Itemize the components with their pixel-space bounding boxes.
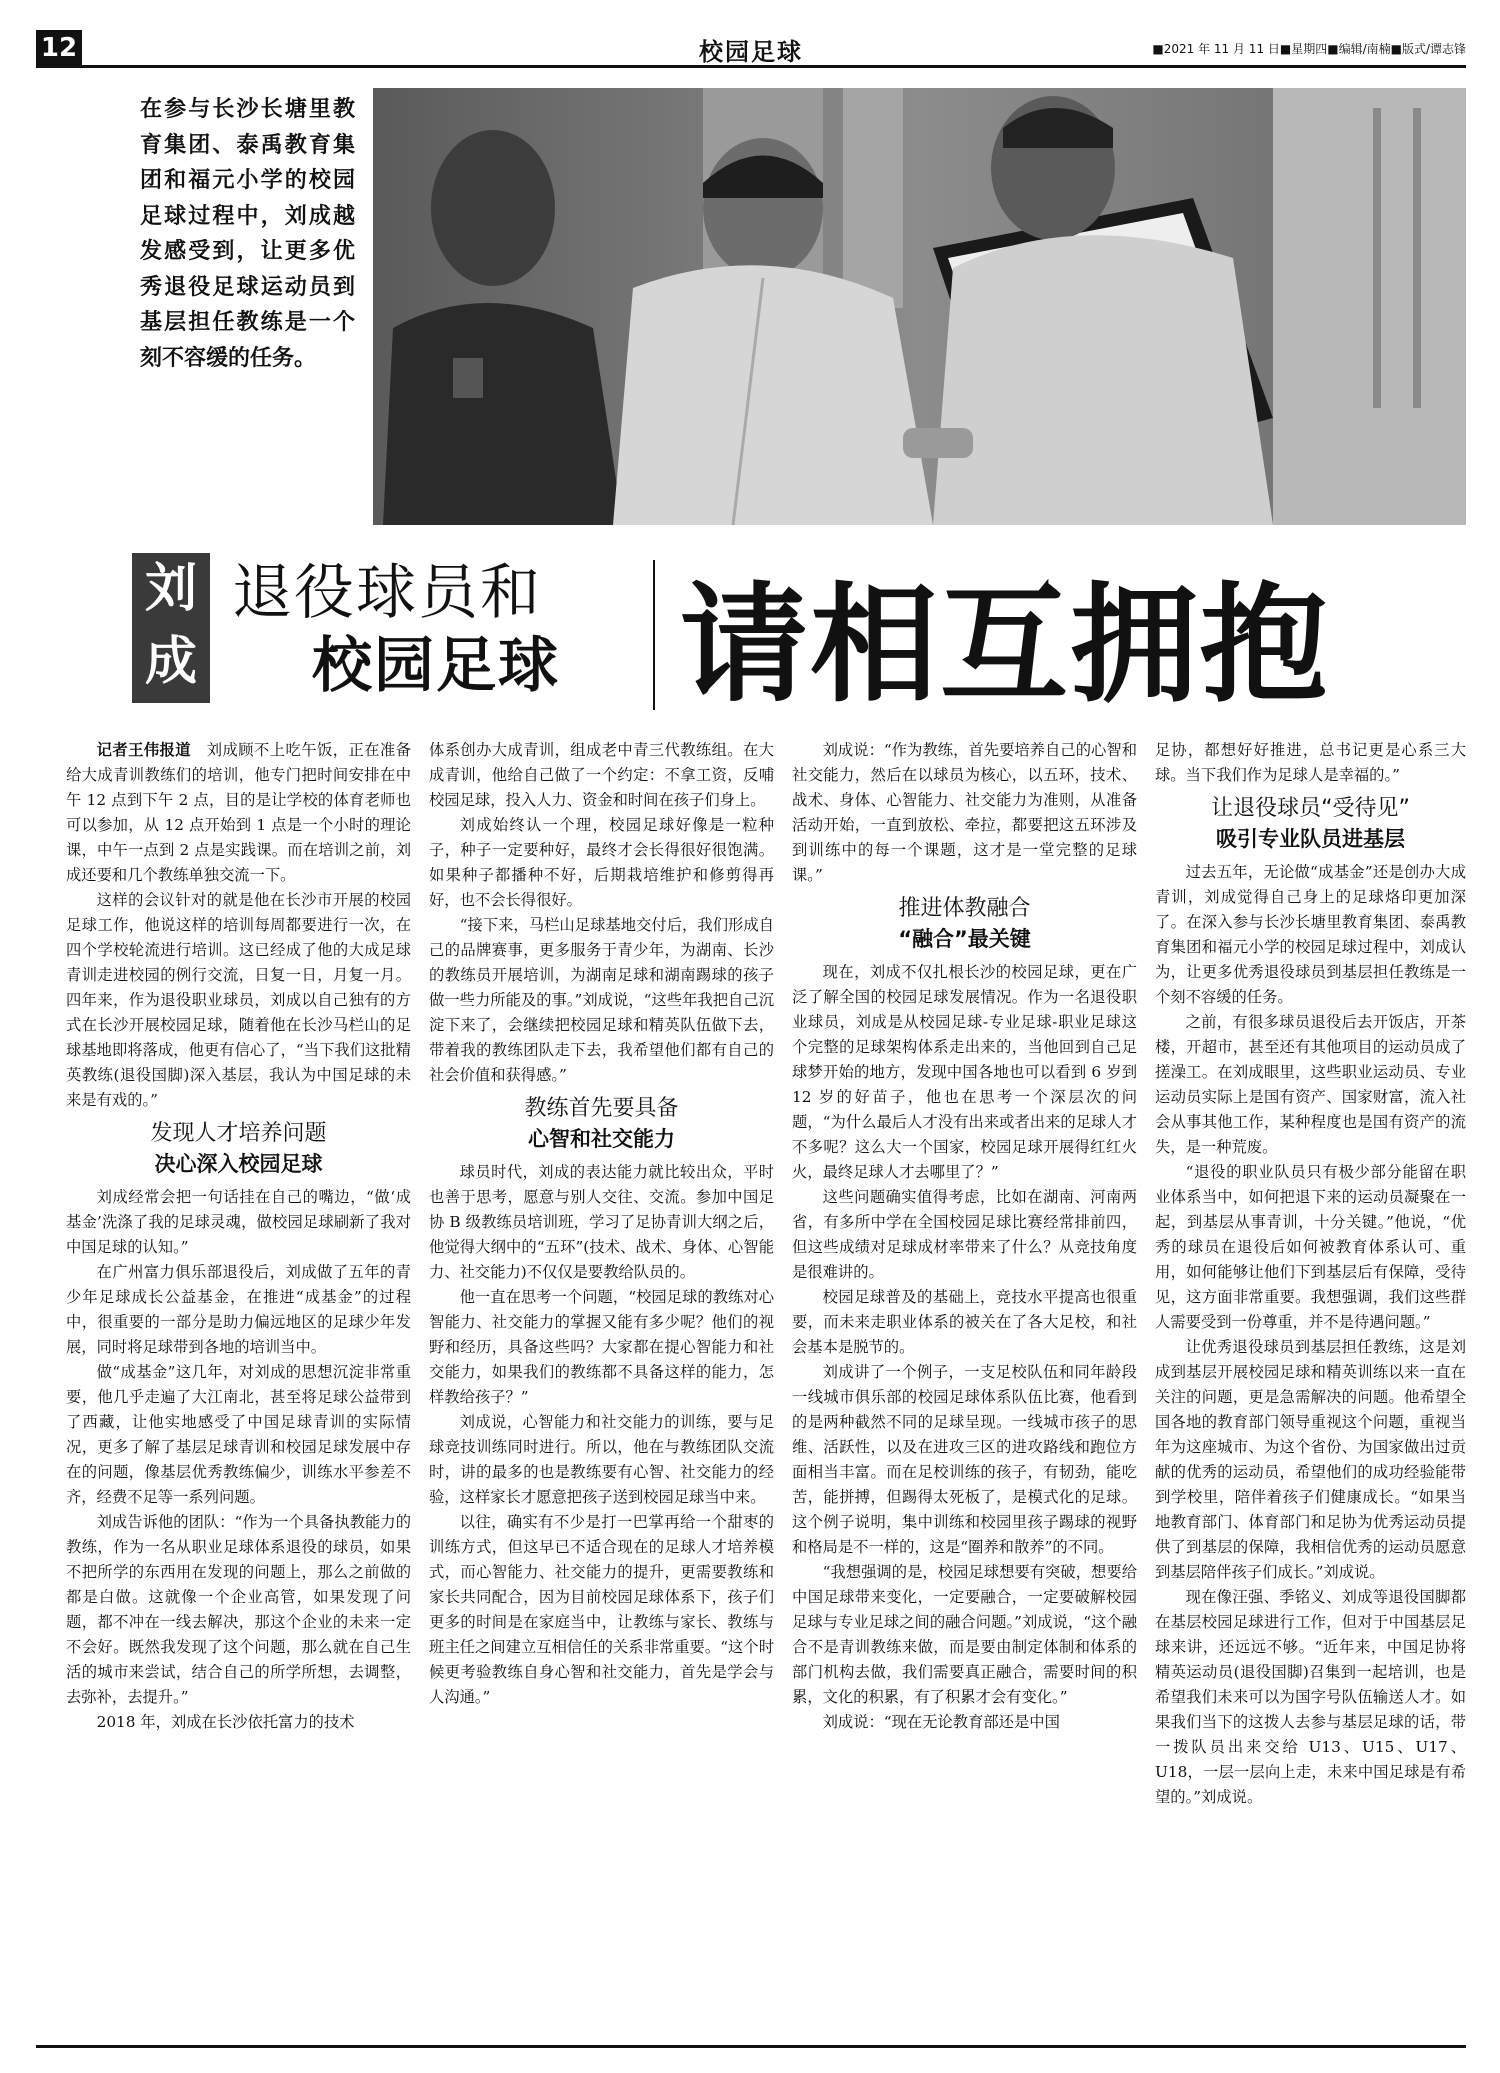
column-4 [1155, 738, 1466, 2043]
paragraph: 让优秀退役球员到基层担任教练，这是刘成到基层开展校园足球和精英训练以来一直在关注的问题，更是急需解决的问题。他希望全国各地的教育部门领导重视这个问题，重视当年为这座城市、为这个省份、为国家做出过贡献的优秀的运动员，希望他们的成功经验能带到学校里，陪伴着孩子们健康成长。“如果当地教育部门、体育部门和足协为优秀运动员提供了到基层的保障，我相信优秀的运动员愿意到基层陪伴孩子们成长。”刘成说。 [1155, 1338, 1466, 1581]
paragraph: 刘成说：“现在无论教育部还是中国 [822, 1713, 1060, 1731]
byline: 记者王伟报道 [96, 741, 192, 759]
intro-text: 在参与长沙长塘里教育集团、泰禹教育集团和福元小学的校园足球过程中，刘成越发感受到，让更多优秀退役足球运动员到基层担任教练是一个刻不容缓的任务。 [140, 97, 355, 371]
issue-meta: ■2021 年 11 月 11 日■星期四■编辑/南楠■版式/谭志锋 [1152, 42, 1466, 56]
paragraph: 以往，确实有不少是打一巴掌再给一个甜枣的训练方式，但这早已不适合现在的足球人才培养模式，而心智能力、社交能力的提升，更需要教练和家长共同配合，因为目前校园足球体系下，孩子们更多的时间是在家庭当中，让教练与家长、教练与班主任之间建立互相信任的关系非常重要。“这个时候更考验教练自身心智和社交能力，首先是学会与人沟通。” [429, 1513, 774, 1706]
paragraph: “接下来，马栏山足球基地交付后，我们形成自己的品牌赛事，更多服务于青少年，为湖南、长沙的教练员开展培训，为湖南足球和湖南踢球的孩子做一些力所能及的事。”刘成说，“这些年我把自己沉淀下来了，会继续把校园足球和精英队伍做下去，带着我的教练团队走下去，我希望他们都有自己的社会价值和获得感。” [429, 916, 774, 1084]
subheading-bold: 吸引专业队员进基层 [1216, 827, 1405, 851]
paragraph-text: 刘成顾不上吃午饭，正在准备给大成青训教练们的培训，他专门把时间安排在中午 12 点到下午 2 点，目的是让学校的体育老师也可以参加，从 12 点开始到 1 点是一个小时的理论课，中午一点到 2 点是实践课。而在培训之前，刘成还要和几个教练单独交流一下。 [66, 741, 411, 884]
column-1 [66, 738, 411, 2043]
column-2 [429, 738, 774, 2043]
paragraph: 刘成始终认一个理，校园足球好像是一粒种子，种子一定要种好，最终才会长得很好很饱满。如果种子都播种不好，后期栽培维护和修剪得再好，也不会长得很好。 [429, 816, 774, 909]
subheading: 推进体教融合 [898, 896, 1031, 921]
subheading-bold: “融合”最关键 [898, 927, 1031, 951]
paragraph: 在广州富力俱乐部退役后，刘成做了五年的青少年足球成长公益基金，在推进“成基金”的过程中，很重要的一部分是助力偏远地区的足球少年发展，同时将足球带到各地的培训当中。 [66, 1263, 411, 1356]
subheading-bold: 心智和社交能力 [528, 1127, 675, 1151]
paragraph: 现在，刘成不仅扎根长沙的校园足球，更在广泛了解全国的校园足球发展情况。作为一名退役职业球员，刘成是从校园足球-专业足球-职业足球这个完整的足球架构体系走出来的，当他回到自己足球梦开始的地方，发现中国各地也可以看到 6 岁到 12 岁的好苗子，他也在思考一个深层次的问题，“为什么最后人才没有出来或者出来的足球人才不多呢？这么大一个国家，校园足球开展得红红火火，最终足球人才去哪里了？” [792, 963, 1137, 1181]
subheading: 让退役球员“受待见” [1211, 796, 1410, 821]
article-body [36, 738, 1466, 2043]
headline-kicker-line1: 退役球员和 [232, 558, 542, 628]
paragraph: 2018 年，刘成在长沙依托富力的技术 [96, 1713, 355, 1731]
headline-divider [653, 560, 655, 710]
column-3 [792, 738, 1137, 2043]
paragraph: 刘成说：“作为教练，首先要培养自己的心智和社交能力，然后在以球员为核心，以五环，技术、战术、身体、心智能力、社交能力为准则，从准备活动开始，一直到放松、牵拉，都要把这五环涉及到训练中的每一个课题，这才是一堂完整的足球课。” [792, 741, 1137, 884]
paragraph: 现在像汪强、季铭义、刘成等退役国脚都在基层校园足球进行工作，但对于中国基层足球来讲，还远远不够。“近年来，中国足协将精英运动员(退役国脚)召集到一起培训，也是希望我们未来可以为国字号队伍输送人才。如果我们当下的这拨人去参与基层足球的话，带一拨队员出来交给 U13、U15、U17、U18，一层一层向上走，未来中国足球是有希望的。”刘成说。 [1155, 1588, 1466, 1806]
paragraph: 做“成基金”这几年，对刘成的思想沉淀非常重要，他几乎走遍了大江南北，甚至将足球公益带到了西藏，让他实地感受了中国足球青训的实际情况，更多了解了基层足球青训和校园足球发展中存在的问题，像基层优秀教练偏少，训练水平参差不齐，经费不足等一系列问题。 [66, 1363, 411, 1506]
paragraph: 体系创办大成青训，组成老中青三代教练组。在大成青训，他给自己做了一个约定：不拿工资，反哺校园足球，投入人力、资金和时间在孩子们身上。 [429, 741, 774, 809]
paragraph: “我想强调的是，校园足球想要有突破，想要给中国足球带来变化，一定要融合，一定要破解校园足球与专业足球之间的融合问题。”刘成说，“这个融合不是青训教练来做，而是要由制定体制和体系的部门机构去做，我们需要真正融合，需要时间的积累，文化的积累，有了积累才会有变化。” [792, 1563, 1137, 1706]
paragraph [66, 738, 411, 888]
paragraph: 这样的会议针对的就是他在长沙市开展的校园足球工作，他说这样的培训每周都要进行一次，在四个学校轮流进行培训。这已经成了他的大成足球青训走进校园的例行交流，日复一日，月复一月。四年来，作为退役职业球员，刘成以自己独有的方式在长沙开展校园足球，随着他在长沙马栏山的足球基地即将落成，他更有信心了，“当下我们这批精英教练(退役国脚)深入基层，我认为中国足球的未来是有戏的。” [66, 891, 411, 1109]
bottom-rule [36, 2045, 1466, 2048]
paragraph: 这些问题确实值得考虑，比如在湖南、河南两省，有多所中学在全国校园足球比赛经常排前四，但这些成绩对足球成材率带来了什么？从竞技角度是很难讲的。 [792, 1188, 1137, 1281]
article-photo [373, 88, 1466, 525]
paragraph: 刘成告诉他的团队：“作为一个具备执教能力的教练，作为一名从职业足球体系退役的球员，如果不把所学的东西用在发现的问题上，那么之前做的都是白做。这就像一个企业高管，如果发现了问题，都不冲在一线去解决，那这个企业的未来一定不会好。既然我发现了这个问题，那么就在自己生活的城市来尝试，结合自己的所学所想，去调整，去弥补，去提升。” [66, 1513, 411, 1706]
subheading: 发现人才培养问题 [150, 1121, 327, 1146]
paragraph: 他一直在思考一个问题，“校园足球的教练对心智能力、社交能力的掌握又能有多少呢？他们的视野和经历，具备这些吗？大家都在提心智能力和社交能力，如果我们的教练都不具备这样的能力，怎样教给孩子？” [429, 1288, 774, 1406]
subheading: 教练首先要具备 [524, 1096, 679, 1121]
paragraph: 足协，都想好好推进，总书记更是心系三大球。当下我们作为足球人是幸福的。” [1155, 741, 1466, 784]
paragraph: 刘成讲了一个例子，一支足校队伍和同年龄段一线城市俱乐部的校园足球体系队伍比赛，他看到的是两种截然不同的足球呈现。一线城市孩子的思维、活跃性，以及在进攻三区的进攻路线和跑位方面相当丰富。而在足校训练的孩子，有韧劲，能吃苦，能拼搏，但踢得太死板了，是模式化的足球。这个例子说明，集中训练和校园里孩子踢球的视野和格局是不一样的，这是“圈养和散养”的不同。 [792, 1363, 1137, 1556]
paragraph: 刘成经常会把一句话挂在自己的嘴边，“做‘成基金’洗涤了我的足球灵魂，做校园足球刷新了我对中国足球的认知。” [66, 1188, 411, 1256]
section-name: 校园足球 [699, 38, 803, 66]
paragraph: “退役的职业队员只有极少部分能留在职业体系当中，如何把退下来的运动员凝聚在一起，到基层从事青训，十分关键。”他说，“优秀的球员在退役后如何被教育体系认可、重用，如何能够让他们下到基层后有保障，受待见，这方面非常重要。我想强调，我们这些群人需要受到一份尊重，并不是待遇问题。” [1155, 1163, 1466, 1331]
page-number: 12 [36, 30, 82, 66]
paragraph: 球员时代，刘成的表达能力就比较出众，平时也善于思考，愿意与别人交往、交流。参加中国足协 B 级教练员培训班，学习了足协青训大纲之后，他觉得大纲中的“五环”(技术、战术、身体、心智能力、社交能力)不仅仅是要教给队员的。 [429, 1163, 774, 1281]
subheading-bold: 决心深入校园足球 [154, 1152, 323, 1176]
paragraph: 过去五年，无论做“成基金”还是创办大成青训，刘成觉得自己身上的足球烙印更加深了。在深入参与长沙长塘里教育集团、泰禹教育集团和福元小学的校园足球过程中，刘成认为，让更多优秀退役球员到基层担任教练是一个刻不容缓的任务。 [1155, 863, 1466, 1006]
paragraph: 校园足球普及的基础上，竞技水平提高也很重要，而未来走职业体系的被关在了各大足校，和社会基本是脱节的。 [792, 1288, 1137, 1356]
paragraph: 刘成说，心智能力和社交能力的训练，要与足球竞技训练同时进行。所以，他在与教练团队交流时，讲的最多的也是教练要有心智、社交能力的经验，这样家长才愿意把孩子送到校园足球当中来。 [429, 1413, 774, 1506]
paragraph: 之前，有很多球员退役后去开饭店，开茶楼，开超市，甚至还有其他项目的运动员成了搓澡工。在刘成眼里，这些职业运动员、专业运动员实际上是国有资产、国家财富，流入社会从事其他工作，某种程度也是国有资产的流失，是一种荒废。 [1155, 1013, 1466, 1156]
headline-name: 刘成 [132, 553, 210, 703]
headline-kicker-line2: 校园足球 [312, 631, 560, 701]
headline-title: 请相互拥抱 [680, 571, 1331, 720]
page-header [36, 30, 1466, 68]
